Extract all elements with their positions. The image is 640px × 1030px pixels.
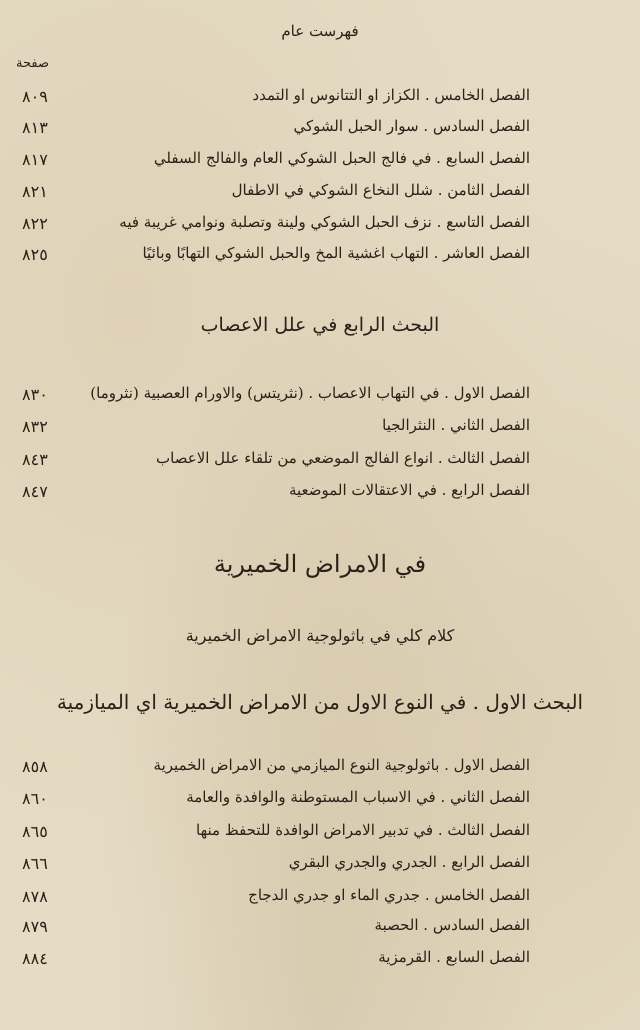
page-column-label: صفحة [16, 56, 49, 71]
toc-entry [0, 944, 640, 974]
entry-title: الفصل السادس . الحصبة [374, 916, 530, 934]
entry-page: ٨١٧ [22, 150, 48, 169]
toc-entry [0, 912, 640, 942]
entry-page: ٨٦٦ [22, 854, 48, 873]
entry-title: الفصل الثامن . شلل النخاع الشوكي في الاطفال [231, 181, 530, 199]
entry-page: ٨٦٠ [22, 789, 48, 808]
entry-page: ٨٣٠ [22, 385, 48, 404]
entry-page: ٨٢٢ [22, 214, 48, 233]
entry-title: الفصل الرابع . في الاعتقالات الموضعية [288, 481, 530, 499]
entry-page: ٨١٣ [22, 118, 48, 137]
toc-entry [0, 145, 640, 175]
entry-page: ٨٢٥ [22, 245, 48, 264]
entry-page: ٨٧٨ [22, 887, 48, 906]
entry-title: الفصل الخامس . الكزاز او التتانوس او التمدد [252, 86, 530, 104]
entry-page: ٨٠٩ [22, 87, 48, 106]
entry-title: الفصل التاسع . نزف الحبل الشوكي ولينة وتصلبة ونوامي غريبة فيه [119, 213, 530, 231]
toc-entry [0, 817, 640, 847]
toc-entry [0, 882, 640, 912]
entry-title: الفصل الثالث . انواع الفالج الموضعي من تلقاء علل الاعصاب [156, 449, 530, 467]
toc-entry [0, 445, 640, 475]
toc-entry [0, 82, 640, 112]
page-header: فهرست عام [281, 22, 359, 40]
entry-title: الفصل السابع . في فالج الحبل الشوكي العام والفالج السفلي [153, 149, 530, 167]
toc-entry [0, 380, 640, 410]
entry-title: الفصل الاول . باثولوجية النوع الميازمي من الامراض الخميرية [153, 756, 530, 774]
entry-page: ٨٤٧ [22, 482, 48, 501]
entry-page: ٨٤٣ [22, 450, 48, 469]
part-heading: البحث الاول . في النوع الاول من الامراض الخميرية اي الميازمية [56, 690, 584, 714]
entry-title: الفصل الثاني . في الاسباب المستوطنة والوافدة والعامة [186, 788, 530, 806]
entry-title: الفصل السابع . القرمزية [378, 948, 530, 966]
section-heading: البحث الرابع في علل الاعصاب [200, 314, 440, 336]
entry-title: الفصل العاشر . التهاب اغشية المخ والحبل الشوكي التهابًا وبائيًا [142, 244, 530, 262]
entry-page: ٨٨٤ [22, 949, 48, 968]
toc-entry [0, 240, 640, 270]
entry-title: الفصل الاول . في التهاب الاعصاب . (نثريتس) والاورام العصبية (نثروما) [90, 384, 530, 402]
entry-title: الفصل الرابع . الجدري والجدري البقري [288, 853, 530, 871]
entry-page: ٨٧٩ [22, 917, 48, 936]
toc-entry [0, 477, 640, 507]
toc-entry [0, 113, 640, 143]
entry-title: الفصل السادس . سوار الحبل الشوكي [293, 117, 530, 135]
sub-heading: كلام كلي في باثولوجية الامراض الخميرية [185, 626, 455, 645]
toc-entry [0, 209, 640, 239]
main-heading: في الامراض الخميرية [213, 550, 427, 578]
entry-page: ٨٣٢ [22, 417, 48, 436]
toc-entry [0, 177, 640, 207]
entry-title: الفصل الثالث . في تدبير الامراض الوافدة للتحفظ منها [196, 821, 530, 839]
toc-entry [0, 752, 640, 782]
toc-entry [0, 849, 640, 879]
entry-page: ٨٦٥ [22, 822, 48, 841]
toc-entry [0, 784, 640, 814]
entry-title: الفصل الخامس . جدري الماء او جدري الدجاج [248, 886, 530, 904]
toc-entry [0, 412, 640, 442]
entry-title: الفصل الثاني . النثرالجيا [382, 416, 530, 434]
entry-page: ٨٥٨ [22, 757, 48, 776]
entry-page: ٨٢١ [22, 182, 48, 201]
